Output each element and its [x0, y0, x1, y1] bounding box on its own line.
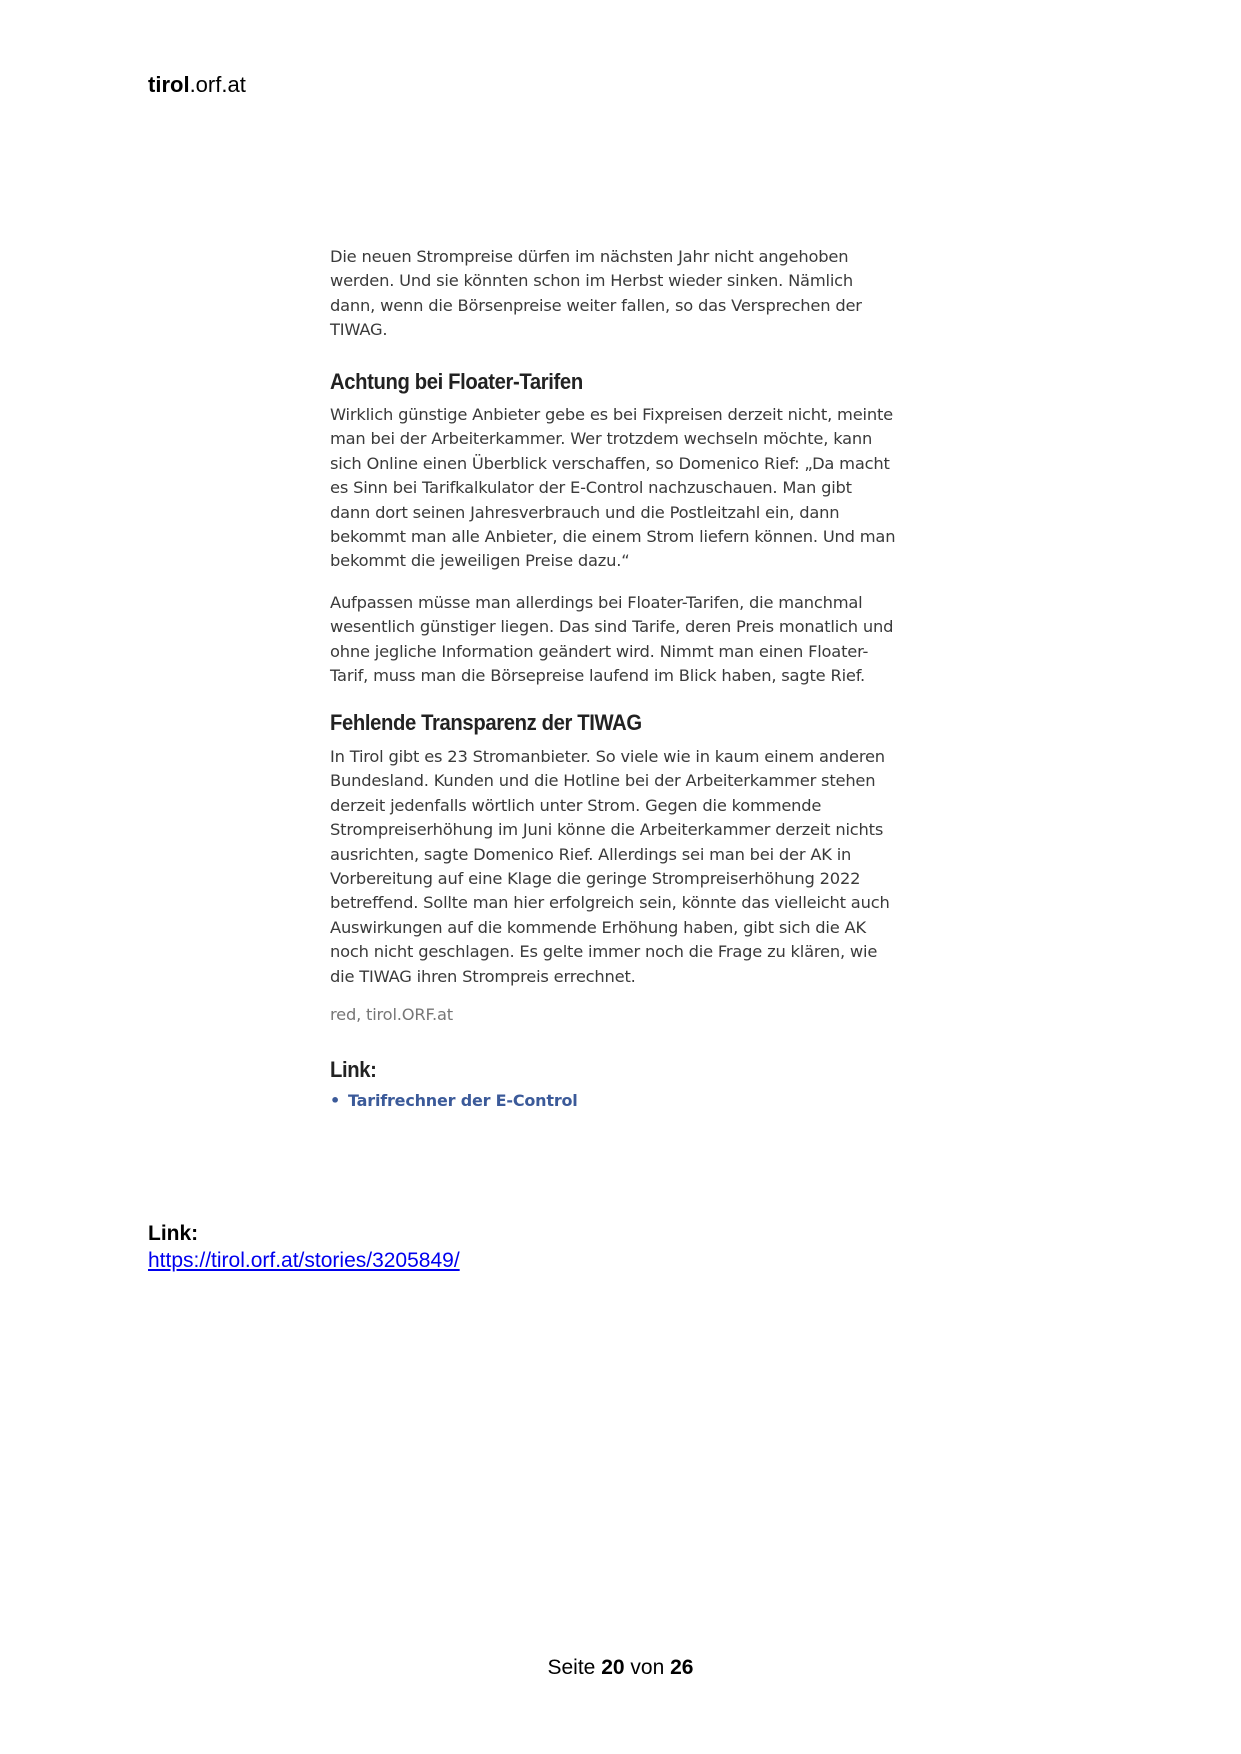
text-line: Tarif, muss man die Börsepreise laufend im Blick haben, sagte Rief.	[330, 666, 866, 686]
bullet-icon: •	[330, 1091, 341, 1110]
page-number	[0, 1656, 1241, 1680]
paragraph-1	[330, 403, 920, 574]
site-name-rest: .orf.at	[189, 72, 246, 97]
text-line: bekommt man alle Anbieter, die einem Strom liefern können. Und man	[330, 526, 896, 546]
text-line: Die neuen Strompreise dürfen im nächsten Jahr nicht angehoben	[330, 247, 849, 266]
link-list-item[interactable]	[330, 1091, 920, 1110]
footer-source-url[interactable]: https://tirol.orf.at/stories/3205849/	[148, 1249, 460, 1272]
footer-link-label: Link:	[148, 1222, 199, 1245]
heading-floater-tarife: Achtung bei Floater-Tarifen	[330, 369, 583, 394]
text-line: die TIWAG ihren Strompreis errechnet.	[330, 966, 636, 986]
paragraph-3	[330, 745, 920, 989]
text-line: ausrichten, sagte Domenico Rief. Allerdings sei man bei der AK in	[330, 844, 852, 864]
intro-paragraph	[330, 245, 920, 343]
heading-transparenz: Fehlende Transparenz der TIWAG	[330, 710, 642, 735]
text-line: dann dort seinen Jahresverbrauch und die Postleitzahl ein, dann	[330, 502, 840, 522]
text-line: Strompreiserhöhung im Juni könne die Arbeiterkammer derzeit nichts	[330, 820, 884, 840]
text-line: Aufpassen müsse man allerdings bei Floater-Tarifen, die manchmal	[330, 593, 863, 612]
text-line: sich Online einen Überblick verschaffen, so Domenico Rief: „Da macht	[330, 453, 890, 473]
page-mid: von	[630, 1656, 665, 1679]
text-line: Vorbereitung auf eine Klage die geringe Strompreiserhöhung 2022	[330, 868, 861, 888]
text-line: derzeit jedenfalls wörtlich unter Strom. Gegen die kommende	[330, 795, 822, 815]
text-line: TIWAG.	[330, 320, 388, 340]
page-prefix: Seite	[547, 1656, 596, 1679]
text-line: dann, wenn die Börsenpreise weiter fallen, so das Versprechen der	[330, 295, 862, 315]
text-line: bekommt die jeweiligen Preise dazu.“	[330, 551, 630, 571]
text-line: es Sinn bei Tarifkalkulator der E-Control nachzuschauen. Man gibt	[330, 478, 852, 498]
text-line: Wirklich günstige Anbieter gebe es bei Fixpreisen derzeit nicht, meinte	[330, 405, 893, 424]
text-line: Bundesland. Kunden und die Hotline bei der Arbeiterkammer stehen	[330, 771, 876, 791]
text-line: wesentlich günstiger liegen. Das sind Tarife, deren Preis monatlich und	[330, 617, 894, 637]
page-current: 20	[601, 1656, 625, 1679]
text-line: man bei der Arbeiterkammer. Wer trotzdem wechseln möchte, kann	[330, 429, 873, 449]
text-line: werden. Und sie könnten schon im Herbst wieder sinken. Nämlich	[330, 271, 854, 291]
paragraph-2	[330, 591, 920, 689]
link-tarifrechner[interactable]: Tarifrechner der E-Control	[348, 1091, 578, 1110]
text-line: Auswirkungen auf die kommende Erhöhung haben, gibt sich die AK	[330, 917, 866, 937]
text-line: betreffend. Sollte man hier erfolgreich sein, könnte das vielleicht auch	[330, 893, 890, 913]
article-credit: red, tirol.ORF.at	[330, 1005, 453, 1024]
links-heading: Link:	[330, 1057, 377, 1082]
site-name	[148, 72, 246, 98]
page-total: 26	[670, 1656, 694, 1679]
text-line: ohne jegliche Information geändert wird. Nimmt man einen Floater-	[330, 641, 869, 661]
site-name-bold: tirol	[148, 72, 190, 97]
text-line: noch nicht geschlagen. Es gelte immer noch die Frage zu klären, wie	[330, 942, 878, 962]
text-line: In Tirol gibt es 23 Stromanbieter. So viele wie in kaum einem anderen	[330, 747, 885, 766]
